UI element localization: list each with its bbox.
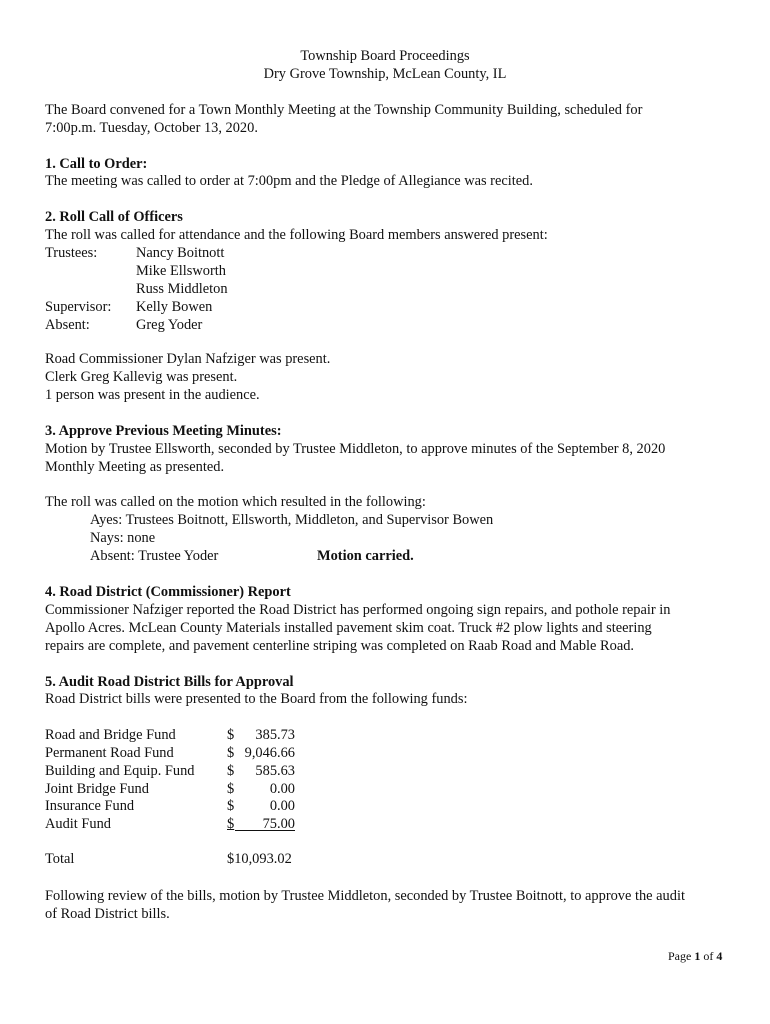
roster-role: Trustees: — [45, 245, 98, 261]
fund-currency: $ — [227, 763, 235, 779]
section-heading-minutes: 3. Approve Previous Meeting Minutes: — [45, 423, 282, 439]
fund-amount: 585.63 — [255, 763, 295, 779]
road-report-line: repairs are complete, and pavement centerline striping was completed on Raab Road and Mable Road. — [45, 638, 635, 654]
road-report-line: Commissioner Nafziger reported the Road District has performed ongoing sign repairs, and pothole repair in — [45, 602, 671, 618]
fund-currency: $ — [227, 798, 235, 814]
roll-vote-intro: The roll was called on the motion which resulted in the following: — [45, 494, 426, 510]
motion-result: Motion carried. — [317, 548, 414, 564]
vote-nays: Nays: none — [90, 530, 156, 546]
roster-role: Supervisor: — [45, 299, 112, 315]
page-number — [668, 947, 722, 965]
fund-amount: 0.00 — [269, 781, 295, 797]
total-value: $10,093.02 — [227, 851, 292, 867]
roster-role: Absent: — [45, 317, 90, 333]
roster-name: Nancy Boitnott — [136, 245, 225, 261]
roster-name: Greg Yoder — [136, 317, 203, 333]
intro-line: The Board convened for a Town Monthly Meeting at the Township Community Building, scheduled for — [45, 102, 643, 118]
fund-currency: $ — [227, 816, 235, 832]
page-total: 4 — [716, 949, 723, 963]
fund-amount: 0.00 — [269, 798, 295, 814]
minutes-motion-line: Motion by Trustee Ellsworth, seconded by Trustee Middleton, to approve minutes of the September 8, 2020 — [45, 441, 666, 457]
section-heading-call-to-order: 1. Call to Order: — [45, 156, 148, 172]
call-to-order-text: The meeting was called to order at 7:00pm and the Pledge of Allegiance was recited. — [45, 173, 533, 189]
fund-name: Audit Fund — [45, 816, 111, 832]
attendance-note: Road Commissioner Dylan Nafziger was present. — [45, 351, 331, 367]
fund-name: Joint Bridge Fund — [45, 781, 149, 797]
road-report-line: Apollo Acres. McLean County Materials installed pavement skim coat. Truck #2 plow lights and steering — [45, 620, 652, 636]
minutes-motion-line: Monthly Meeting as presented. — [45, 459, 225, 475]
page-of: of — [700, 949, 717, 963]
page-current: 1 — [694, 949, 701, 963]
section-heading-road-report: 4. Road District (Commissioner) Report — [45, 584, 291, 600]
fund-amount: 9,046.66 — [244, 745, 295, 761]
section-heading-audit-bills: 5. Audit Road District Bills for Approval — [45, 674, 294, 690]
page-prefix: Page — [668, 949, 695, 963]
fund-name: Building and Equip. Fund — [45, 763, 195, 779]
vote-ayes: Ayes: Trustees Boitnott, Ellsworth, Middleton, and Supervisor Bowen — [90, 512, 494, 528]
attendance-note: 1 person was present in the audience. — [45, 387, 260, 403]
document-title: Township Board Proceedings — [300, 48, 470, 64]
fund-name: Permanent Road Fund — [45, 745, 174, 761]
attendance-note: Clerk Greg Kallevig was present. — [45, 369, 238, 385]
fund-currency: $ — [227, 781, 235, 797]
roster-name: Russ Middleton — [136, 281, 228, 297]
vote-absent: Absent: Trustee Yoder — [90, 548, 219, 564]
fund-amount: 385.73 — [255, 727, 295, 743]
fund-amount: 75.00 — [235, 815, 295, 831]
roll-call-text: The roll was called for attendance and the following Board members answered present: — [45, 227, 548, 243]
fund-currency: $ — [227, 745, 235, 761]
fund-currency: $ — [227, 727, 235, 743]
roster-name: Mike Ellsworth — [136, 263, 226, 279]
roster-name: Kelly Bowen — [136, 299, 213, 315]
section-heading-roll-call: 2. Roll Call of Officers — [45, 209, 183, 225]
fund-name: Insurance Fund — [45, 798, 135, 814]
total-label: Total — [45, 851, 75, 867]
document-subtitle: Dry Grove Township, McLean County, IL — [263, 66, 507, 82]
audit-bills-text: Road District bills were presented to the Board from the following funds: — [45, 691, 468, 707]
audit-motion-line: of Road District bills. — [45, 906, 170, 922]
intro-line: 7:00p.m. Tuesday, October 13, 2020. — [45, 120, 258, 136]
fund-name: Road and Bridge Fund — [45, 727, 176, 743]
audit-motion-line: Following review of the bills, motion by Trustee Middleton, seconded by Trustee Boitnott, to approve the audit — [45, 888, 685, 904]
